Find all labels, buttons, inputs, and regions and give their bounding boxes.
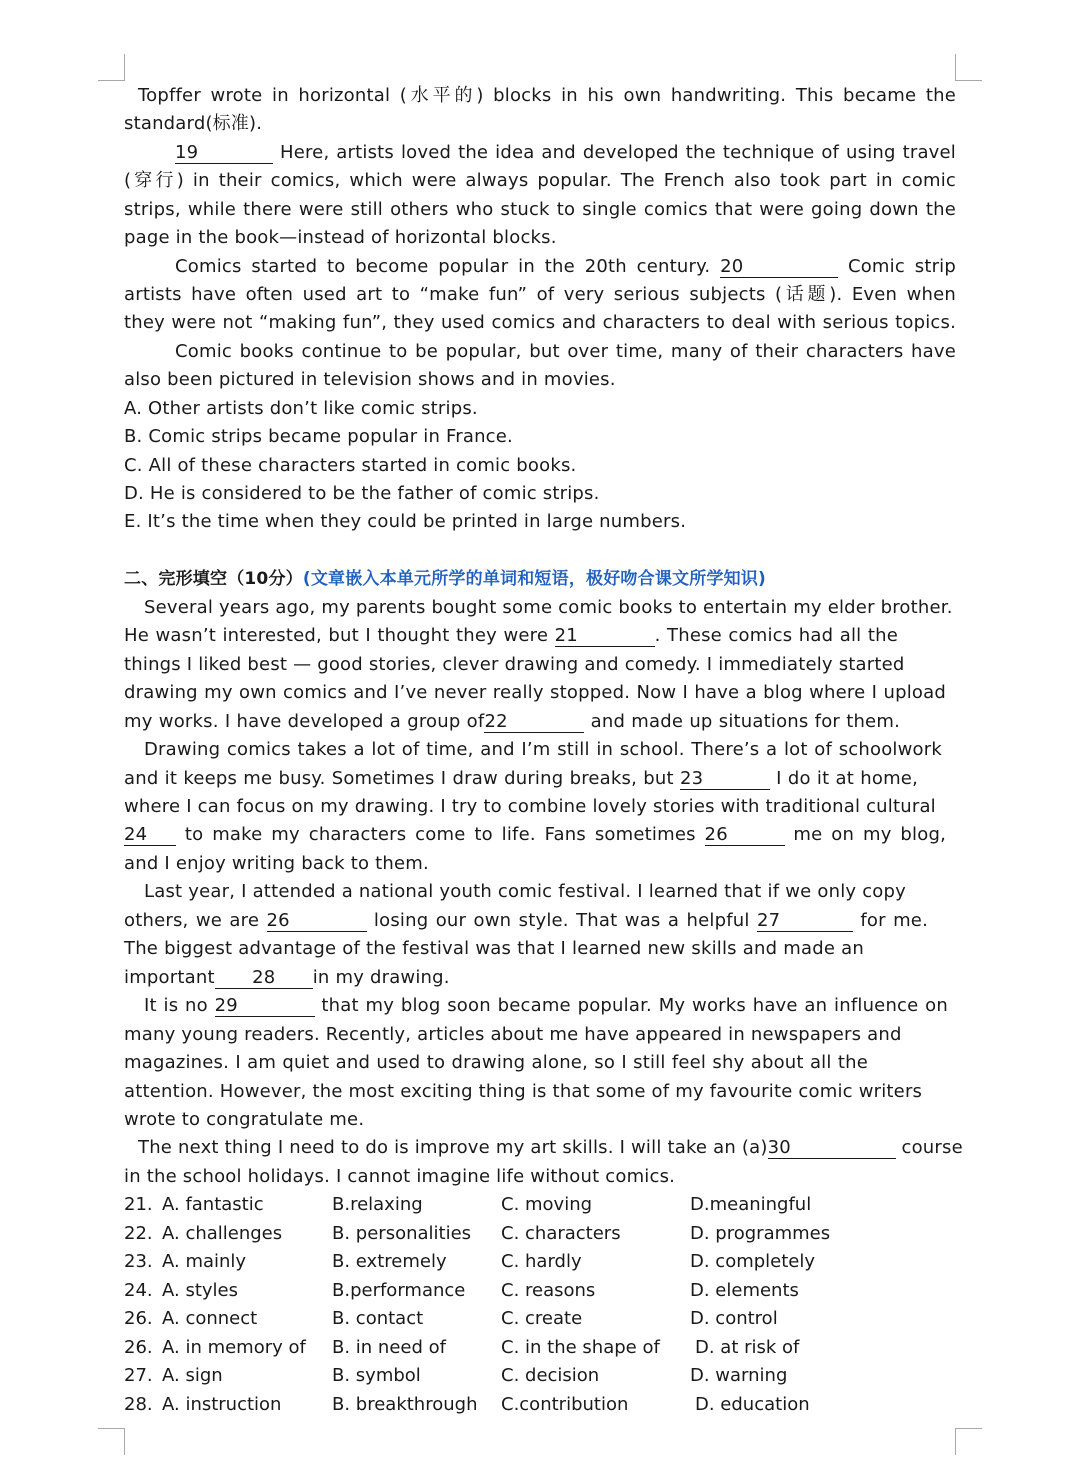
question-number: 24. xyxy=(124,1280,153,1301)
cloze-line: magazines. I am quiet and used to drawing alone, so I still feel shy about all the xyxy=(124,1052,868,1073)
passage-line xyxy=(124,139,956,167)
cloze-line xyxy=(124,821,946,849)
crop-mark-top-right xyxy=(955,54,982,81)
blank-27: 27 xyxy=(757,911,853,932)
option-c: C. All of these characters started in comic books. xyxy=(124,455,577,476)
cloze-text: me on my blog, xyxy=(784,824,946,845)
choice-a: A. in memory of xyxy=(162,1337,306,1358)
choice-b: B. breakthrough xyxy=(332,1394,478,1415)
choice-c: C. in the shape of xyxy=(501,1337,660,1358)
crop-mark-bottom-left xyxy=(98,1428,125,1455)
cloze-line xyxy=(124,708,900,736)
section-note: (文章嵌入本单元所学的单词和短语，极好吻合课文所学知识) xyxy=(302,569,766,589)
choice-b: B. contact xyxy=(332,1308,424,1329)
choice-d: D.meaningful xyxy=(690,1194,812,1215)
cloze-text: important xyxy=(124,967,215,988)
cloze-text: He wasn’t interested, but I thought they were xyxy=(124,625,555,646)
choice-b: B. personalities xyxy=(332,1223,472,1244)
choice-a: A. styles xyxy=(162,1280,238,1301)
passage-line: strips, while there were still others who stuck to single comics that were going down the xyxy=(124,199,956,220)
cloze-line xyxy=(124,992,948,1020)
option-d: D. He is considered to be the father of comic strips. xyxy=(124,483,600,504)
question-number: 22. xyxy=(124,1223,153,1244)
choice-d: D. education xyxy=(695,1394,810,1415)
choice-d: D. at risk of xyxy=(695,1337,800,1358)
passage-line: page in the book—instead of horizontal blocks. xyxy=(124,227,557,248)
cloze-line: The biggest advantage of the festival was that I learned new skills and made an xyxy=(124,938,864,959)
choice-c: C. moving xyxy=(501,1194,593,1215)
passage-line: (穿行) in their comics, which were always popular. The French also took part in comic xyxy=(124,170,956,191)
cloze-line xyxy=(124,964,450,992)
cloze-line xyxy=(124,907,928,935)
passage-line: Topffer wrote in horizontal (水平的) blocks in his own handwriting. This became the xyxy=(138,85,956,106)
choice-d: D. completely xyxy=(690,1251,816,1272)
blank-23: 23 xyxy=(680,769,770,790)
choice-a: A. sign xyxy=(162,1365,223,1386)
cloze-line xyxy=(124,765,918,793)
cloze-line: Several years ago, my parents bought some comic books to entertain my elder brother. xyxy=(144,597,953,618)
crop-mark-top-left xyxy=(98,54,125,81)
blank-24: 24 xyxy=(124,825,176,846)
option-b: B. Comic strips became popular in France. xyxy=(124,426,513,447)
cloze-text: course xyxy=(895,1137,963,1158)
cloze-text: The next thing I need to do is improve my art skills. I will take an (a) xyxy=(138,1137,768,1158)
cloze-text: and it keeps me busy. Sometimes I draw during breaks, but xyxy=(124,768,680,789)
blank-22: 22 xyxy=(484,712,584,733)
passage-line xyxy=(124,253,956,281)
cloze-text: that my blog soon became popular. My works have an influence on xyxy=(314,995,948,1016)
choice-c: C.contribution xyxy=(501,1394,629,1415)
option-e: E. It’s the time when they could be printed in large numbers. xyxy=(124,511,687,532)
blank-28: 28 xyxy=(215,968,313,989)
choice-d: D. control xyxy=(690,1308,778,1329)
passage-line: also been pictured in television shows and in movies. xyxy=(124,369,616,390)
choice-a: A. challenges xyxy=(162,1223,283,1244)
choice-c: C. hardly xyxy=(501,1251,582,1272)
blank-20: 20 xyxy=(720,257,838,278)
question-number: 26. xyxy=(124,1308,153,1329)
cloze-line: attention. However, the most exciting thing is that some of my favourite comic writers xyxy=(124,1081,923,1102)
choice-d: D. elements xyxy=(690,1280,799,1301)
cloze-line: drawing my own comics and I’ve never really stopped. Now I have a blog where I upload xyxy=(124,682,946,703)
choice-b: B.relaxing xyxy=(332,1194,423,1215)
choice-c: C. reasons xyxy=(501,1280,596,1301)
cloze-text: It is no xyxy=(144,995,215,1016)
choice-b: B. extremely xyxy=(332,1251,447,1272)
crop-mark-bottom-right xyxy=(955,1428,982,1455)
question-number: 28. xyxy=(124,1394,153,1415)
section-title: 二、完形填空（10分） xyxy=(124,569,303,589)
blank-25: 26 xyxy=(705,825,785,846)
cloze-text: in my drawing. xyxy=(312,967,450,988)
section-heading xyxy=(124,565,766,593)
passage-line: they were not “making fun”, they used comics and characters to deal with serious topics. xyxy=(124,312,956,333)
option-a: A. Other artists don’t like comic strips. xyxy=(124,398,478,419)
blank-30: 30 xyxy=(768,1138,896,1159)
choice-c: C. decision xyxy=(501,1365,600,1386)
cloze-line: Last year, I attended a national youth comic festival. I learned that if we only copy xyxy=(144,881,906,902)
blank-19: 19 xyxy=(175,143,273,164)
question-number: 21. xyxy=(124,1194,153,1215)
choice-c: C. create xyxy=(501,1308,583,1329)
cloze-line: many young readers. Recently, articles about me have appeared in newspapers and xyxy=(124,1024,902,1045)
blank-29: 29 xyxy=(215,996,315,1017)
cloze-line: in the school holidays. I cannot imagine life without comics. xyxy=(124,1166,676,1187)
cloze-line: things I liked best — good stories, clever drawing and comedy. I immediately started xyxy=(124,654,905,675)
cloze-text: I do it at home, xyxy=(769,768,919,789)
blank-26: 26 xyxy=(267,911,367,932)
blank-21: 21 xyxy=(555,626,655,647)
cloze-text: to make my characters come to life. Fans sometimes xyxy=(176,824,705,845)
cloze-line xyxy=(124,1134,963,1162)
choice-d: D. programmes xyxy=(690,1223,831,1244)
choice-c: C. characters xyxy=(501,1223,621,1244)
cloze-text: for me. xyxy=(852,910,929,931)
passage-text: Comic strip xyxy=(847,256,957,277)
choice-b: B. symbol xyxy=(332,1365,421,1386)
passage-line: Comic books continue to be popular, but over time, many of their characters have xyxy=(175,341,956,362)
choice-a: A. fantastic xyxy=(162,1194,264,1215)
passage-text: Comics started to become popular in the 20th century. xyxy=(175,256,711,277)
choice-b: B.performance xyxy=(332,1280,466,1301)
passage-line: standard(标准). xyxy=(124,113,263,134)
choice-a: A. mainly xyxy=(162,1251,247,1272)
cloze-text: my works. I have developed a group of xyxy=(124,711,485,732)
choice-b: B. in need of xyxy=(332,1337,446,1358)
cloze-text: and made up situations for them. xyxy=(584,711,900,732)
passage-text: Here, artists loved the idea and developed the technique of using travel xyxy=(279,142,956,163)
cloze-line: where I can focus on my drawing. I try to combine lovely stories with traditional cultural xyxy=(124,796,936,817)
cloze-text: . These comics had all the xyxy=(654,625,898,646)
cloze-text: others, we are xyxy=(124,910,267,931)
question-number: 23. xyxy=(124,1251,153,1272)
question-number: 26. xyxy=(124,1337,153,1358)
cloze-line: and I enjoy writing back to them. xyxy=(124,853,429,874)
passage-line: artists have often used art to “make fun” of very serious subjects (话题). Even when xyxy=(124,284,956,305)
choice-a: A. instruction xyxy=(162,1394,282,1415)
choice-d: D. warning xyxy=(690,1365,788,1386)
cloze-text: losing our own style. That was a helpful xyxy=(366,910,757,931)
question-number: 27. xyxy=(124,1365,153,1386)
cloze-line: wrote to congratulate me. xyxy=(124,1109,365,1130)
cloze-line xyxy=(124,622,898,650)
cloze-line: Drawing comics takes a lot of time, and I’m still in school. There’s a lot of schoolwork xyxy=(144,739,942,760)
choice-a: A. connect xyxy=(162,1308,258,1329)
